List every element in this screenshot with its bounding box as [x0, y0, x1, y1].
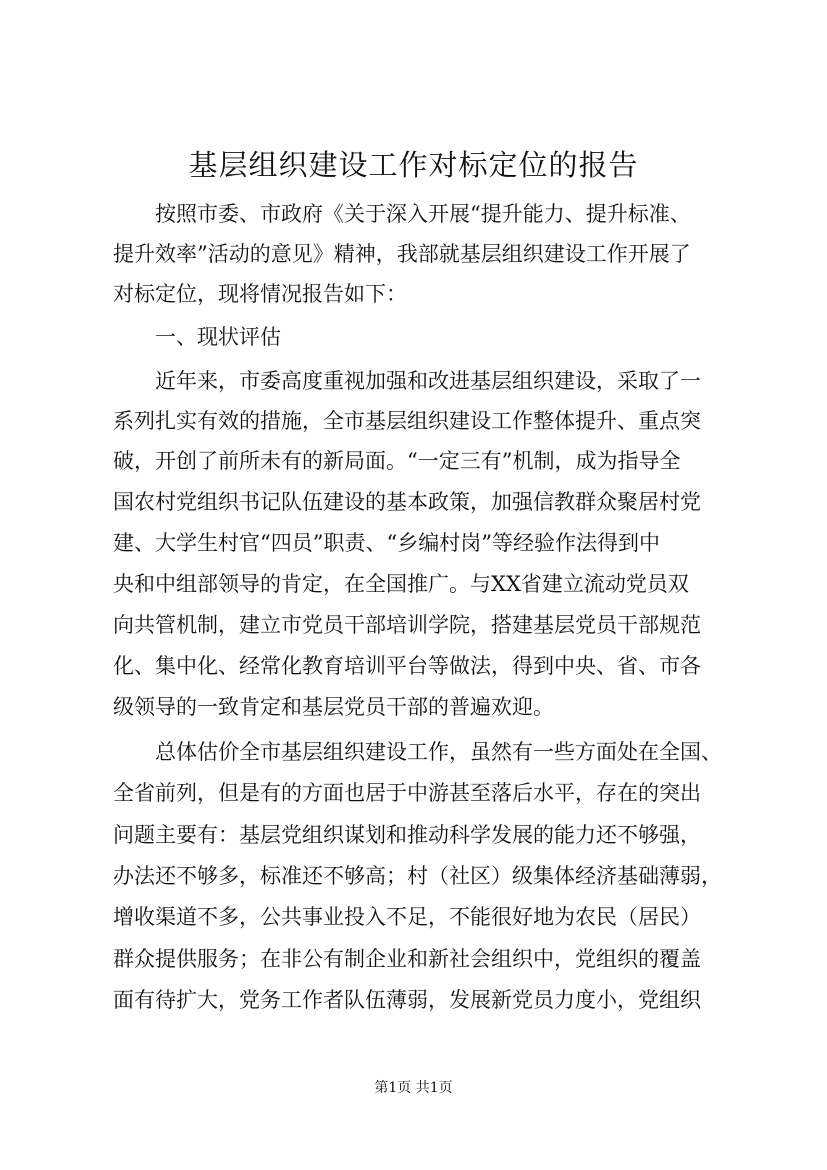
body-line: 提升效率”活动的意见》精神，我部就基层组织建设工作开展了	[113, 242, 691, 266]
section-heading: 一、现状评估	[113, 325, 281, 349]
body-line: 级领导的一致肯定和基层党员干部的普遍欢迎。	[113, 695, 554, 719]
body-line: 系列扎实有效的措施，全市基层组织建设工作整体提升、重点突	[113, 409, 701, 433]
body-line: 总体估价全市基层组织建设工作，虽然有一些方面处在全国、	[113, 740, 722, 764]
body-line: 化、集中化、经常化教育培训平台等做法，得到中央、省、市各	[113, 654, 701, 678]
body-line: 按照市委、市政府《关于深入开展“提升能力、提升标准、	[113, 202, 691, 226]
body-line: 近年来，市委高度重视加强和改进基层组织建设，采取了一	[113, 369, 701, 393]
page-number: 第1页 共1页	[374, 1080, 453, 1096]
document-title: 基层组织建设工作对标定位的报告	[188, 148, 639, 182]
body-line: 央和中组部领导的肯定，在全国推广。与XX省建立流动党员双	[113, 572, 689, 596]
body-line: 破，开创了前所未有的新局面。“一定三有”机制，成为指导全	[113, 449, 681, 473]
body-line: 问题主要有：基层党组织谋划和推动科学发展的能力还不够强，	[113, 823, 701, 847]
body-line: 建、大学生村官“四员”职责、“乡编村岗”等经验作法得到中	[113, 531, 660, 555]
body-line: 群众提供服务；在非公有制企业和新社会组织中，党组织的覆盖	[113, 947, 701, 971]
body-line: 向共管机制，建立市党员干部培训学院，搭建基层党员干部规范	[113, 613, 701, 637]
body-line: 全省前列，但是有的方面也居于中游甚至落后水平，存在的突出	[113, 781, 701, 805]
body-line: 国农村党组织书记队伍建设的基本政策，加强信教群众聚居村党	[113, 490, 701, 514]
body-line: 增收渠道不多，公共事业投入不足，不能很好地为农民（居民）	[113, 905, 701, 929]
body-line: 对标定位，现将情况报告如下：	[113, 282, 407, 306]
body-line: 办法还不够多，标准还不够高；村（社区）级集体经济基础薄弱，	[113, 864, 722, 888]
body-line: 面有待扩大，党务工作者队伍薄弱，发展新党员力度小，党组织	[113, 988, 701, 1012]
